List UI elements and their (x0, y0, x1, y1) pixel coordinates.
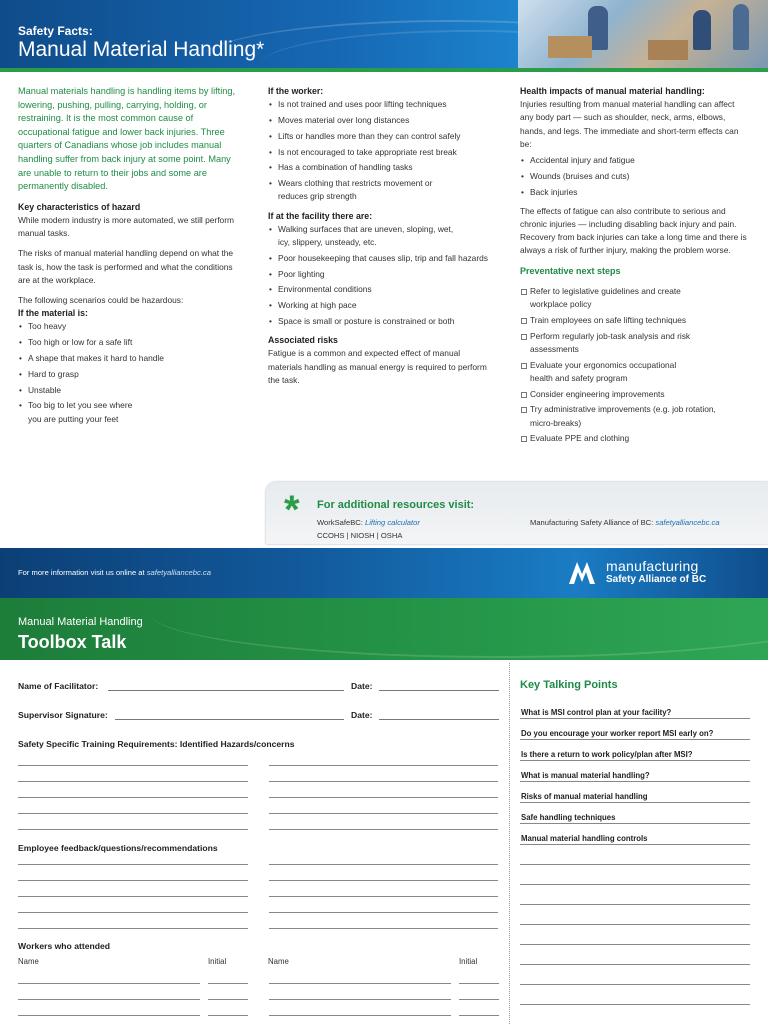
intro-text: Manual materials handling is handling items by lifting, lowering, pushing, pulling, carrying, holding, or restraining. It is the most common cause of occupational fatigue and lower back injuries. Three quarters of Canadians whose job includes manual handling suffer from back injury at some point. Many are unable to return to their jobs and some are permanently disabled. (18, 86, 236, 192)
paragraph: The effects of fatigue can also contribute to serious and chronic injuries — including disabling back injury and pain. Recovery from back injuries can take a long time and there is always a risk of further injury, making the problem worse. (520, 205, 747, 256)
list-item: • Back injuries (520, 186, 750, 199)
date-field[interactable] (379, 690, 499, 691)
list-item: Refer to legislative guidelines and create workplace policy (520, 285, 695, 311)
attendee-initial-line[interactable] (208, 983, 248, 984)
talking-point: Is there a return to work policy/plan after MSI? (521, 750, 693, 759)
list-item: • Is not encouraged to take appropriate rest break (268, 146, 496, 159)
attendee-name-line[interactable] (18, 999, 200, 1000)
logo-subtitle: Safety Alliance of BC (606, 574, 707, 585)
list-item: • Lifts or handles more than they can control safely (268, 130, 496, 143)
green-divider (0, 68, 768, 72)
attendee-name-line[interactable] (18, 983, 200, 984)
feedback-line[interactable] (18, 896, 248, 897)
list-item: • Walking surfaces that are uneven, sloping, wet, icy, slippery, unsteady, etc. (268, 223, 463, 249)
list-item: Perform regularly job-task analysis and risk assessments (520, 330, 710, 356)
list-item: • Moves material over long distances (268, 114, 496, 127)
talking-point-line[interactable] (520, 718, 750, 719)
feedback-line[interactable] (18, 880, 248, 881)
talking-point: Safe handling techniques (521, 813, 616, 822)
material-list (18, 320, 240, 425)
column-health (520, 85, 750, 448)
attendee-initial-line[interactable] (459, 983, 499, 984)
column-divider (509, 663, 510, 1024)
list-item: • A shape that makes it hard to handle (18, 352, 240, 365)
list-item: Try administrative improvements (e.g. job rotation, micro-breaks) (520, 403, 735, 429)
associated-risks-heading: Associated risks (268, 335, 338, 346)
msa-label: Manufacturing Safety Alliance of BC: (530, 518, 654, 527)
attendee-initial-line[interactable] (459, 999, 499, 1000)
toolbox-subtitle: Manual Material Handling (18, 616, 143, 628)
attended-label: Workers who attended (18, 941, 111, 951)
feedback-label: Employee feedback/questions/recommendations (18, 843, 218, 853)
list-item: • Poor housekeeping that causes slip, trip and fall hazards (268, 252, 496, 265)
column-header-initial-2: Initial (459, 957, 478, 966)
key-characteristics-heading: Key characteristics of hazard (18, 201, 141, 212)
worker-heading: If the worker: (268, 86, 324, 96)
column-header-name: Name (18, 957, 39, 966)
lifting-calculator-link[interactable]: Lifting calculator (364, 518, 420, 527)
worker-list (268, 98, 496, 203)
talking-point: What is MSI control plan at your facility? (521, 708, 672, 717)
date-label: Date: (351, 681, 373, 691)
talking-point: Risks of manual material handling (521, 792, 648, 801)
training-line[interactable] (18, 765, 248, 766)
toolbox-title: Toolbox Talk (18, 632, 127, 652)
talking-point-line[interactable] (520, 802, 750, 803)
msa-website-link[interactable]: safetyalliancebc.ca (655, 518, 720, 527)
training-line[interactable] (269, 765, 498, 766)
training-line[interactable] (18, 781, 248, 782)
feedback-line[interactable] (269, 864, 498, 865)
list-item: • Wears clothing that restricts movement or reduces grip strength (268, 177, 453, 203)
health-heading: Health impacts of manual material handling: (520, 86, 705, 96)
other-resources-links[interactable]: CCOHS | NIOSH | OSHA (317, 531, 403, 540)
list-item: • Environmental conditions (268, 283, 496, 296)
attendee-name-line[interactable] (18, 1015, 200, 1016)
talking-point-line[interactable] (520, 884, 750, 885)
more-info-line (18, 568, 211, 577)
date-field-2[interactable] (379, 719, 499, 720)
msa-logo-icon (567, 558, 597, 586)
facilitator-label: Name of Facilitator: (18, 681, 99, 691)
supervisor-label: Supervisor Signature: (18, 710, 108, 720)
talking-point-line[interactable] (520, 924, 750, 925)
paragraph: Fatigue is a common and expected effect of manual materials handling as manual energy is required to perform the task. (268, 348, 487, 385)
feedback-line[interactable] (18, 912, 248, 913)
attendee-name-line[interactable] (269, 999, 451, 1000)
talking-point-line[interactable] (520, 904, 750, 905)
talking-point-line[interactable] (520, 781, 750, 782)
list-item: • Too heavy (18, 320, 240, 333)
list-item: Train employees on safe lifting techniques (520, 314, 750, 327)
more-info-link[interactable]: safetyalliancebc.ca (146, 568, 211, 577)
talking-point: Manual material handling controls (521, 834, 648, 843)
page-title: Manual Material Handling* (18, 38, 265, 61)
worksafe-label: WorkSafeBC: (317, 518, 363, 527)
feedback-line[interactable] (18, 928, 248, 929)
list-item: Evaluate PPE and clothing (520, 432, 750, 445)
talking-point-line[interactable] (520, 823, 750, 824)
attendee-initial-line[interactable] (208, 1015, 248, 1016)
facility-heading: If at the facility there are: (268, 210, 373, 221)
msa-line (530, 518, 720, 527)
training-line[interactable] (18, 813, 248, 814)
list-item: • Working at high pace (268, 299, 496, 312)
list-item: • Space is small or posture is constrained or both (268, 315, 496, 328)
facilitator-field[interactable] (108, 690, 344, 691)
attendee-name-line[interactable] (269, 1015, 451, 1016)
feedback-line[interactable] (269, 928, 498, 929)
paragraph: The risks of manual material handling depend on what the task is, how the task is performed and what the conditions are at the workplace. (18, 248, 234, 285)
feedback-line[interactable] (269, 896, 498, 897)
resources-title: For additional resources visit: (317, 499, 475, 511)
key-talking-points-title: Key Talking Points (520, 679, 618, 691)
training-label: Safety Specific Training Requirements: Identified Hazards/concerns (18, 739, 295, 749)
talking-point-line[interactable] (520, 984, 750, 985)
list-item: Consider engineering improvements (520, 388, 750, 401)
training-line[interactable] (18, 829, 248, 830)
series-label: Safety Facts: (18, 24, 93, 38)
talking-point-line[interactable] (520, 964, 750, 965)
paragraph: Injuries resulting from manual material handling can affect any body part — such as shoulder, neck, arms, elbows, hands, and legs. The immediate and short-term effects can be: (520, 99, 739, 149)
feedback-line[interactable] (18, 864, 248, 865)
list-item: • Is not trained and uses poor lifting techniques (268, 98, 496, 111)
list-item: • Unstable (18, 384, 240, 397)
talking-point-line[interactable] (520, 944, 750, 945)
list-item: Evaluate your ergonomics occupational health and safety program (520, 359, 695, 385)
date-label-2: Date: (351, 710, 373, 720)
paragraph: While modern industry is more automated, we still perform manual tasks. (18, 214, 234, 239)
attendee-initial-line[interactable] (208, 999, 248, 1000)
warehouse-photo (518, 0, 768, 68)
asterisk-icon: * (284, 488, 300, 532)
column-header-initial: Initial (208, 957, 227, 966)
list-item: • Has a combination of handling tasks (268, 161, 496, 174)
feedback-line[interactable] (269, 912, 498, 913)
talking-point: What is manual material handling? (521, 771, 650, 780)
training-line[interactable] (269, 813, 498, 814)
talking-point-line[interactable] (520, 844, 750, 845)
list-item: • Accidental injury and fatigue (520, 154, 750, 167)
material-heading: If the material is: (18, 308, 88, 319)
talking-point-line[interactable] (520, 760, 750, 761)
list-item: • Hard to grasp (18, 368, 240, 381)
health-list (520, 154, 750, 199)
training-line[interactable] (269, 797, 498, 798)
column-intro (18, 85, 240, 432)
worksafe-line (317, 518, 420, 527)
list-item: • Too big to let you see where you are putting your feet (18, 399, 143, 425)
attendee-initial-line[interactable] (459, 1015, 499, 1016)
list-item: • Too high or low for a safe lift (18, 336, 240, 349)
column-header-name-2: Name (268, 957, 289, 966)
training-line[interactable] (269, 829, 498, 830)
preventative-list (520, 285, 750, 446)
attendee-name-line[interactable] (269, 983, 451, 984)
talking-point-line[interactable] (520, 739, 750, 740)
training-line[interactable] (18, 797, 248, 798)
more-info-text: For more information visit us online at (18, 568, 145, 577)
supervisor-signature-field[interactable] (115, 719, 344, 720)
talking-point: Do you encourage your worker report MSI early on? (521, 729, 714, 738)
training-line[interactable] (269, 781, 498, 782)
list-item: • Poor lighting (268, 268, 496, 281)
list-item: • Wounds (bruises and cuts) (520, 170, 750, 183)
facility-list (268, 223, 496, 328)
column-worker (268, 85, 496, 394)
talking-point-line[interactable] (520, 864, 750, 865)
preventative-heading: Preventative next steps (520, 265, 621, 276)
talking-point-line[interactable] (520, 1004, 750, 1005)
logo-wordmark: manufacturing (606, 558, 699, 574)
paragraph: The following scenarios could be hazardous: (18, 294, 184, 305)
feedback-line[interactable] (269, 880, 498, 881)
